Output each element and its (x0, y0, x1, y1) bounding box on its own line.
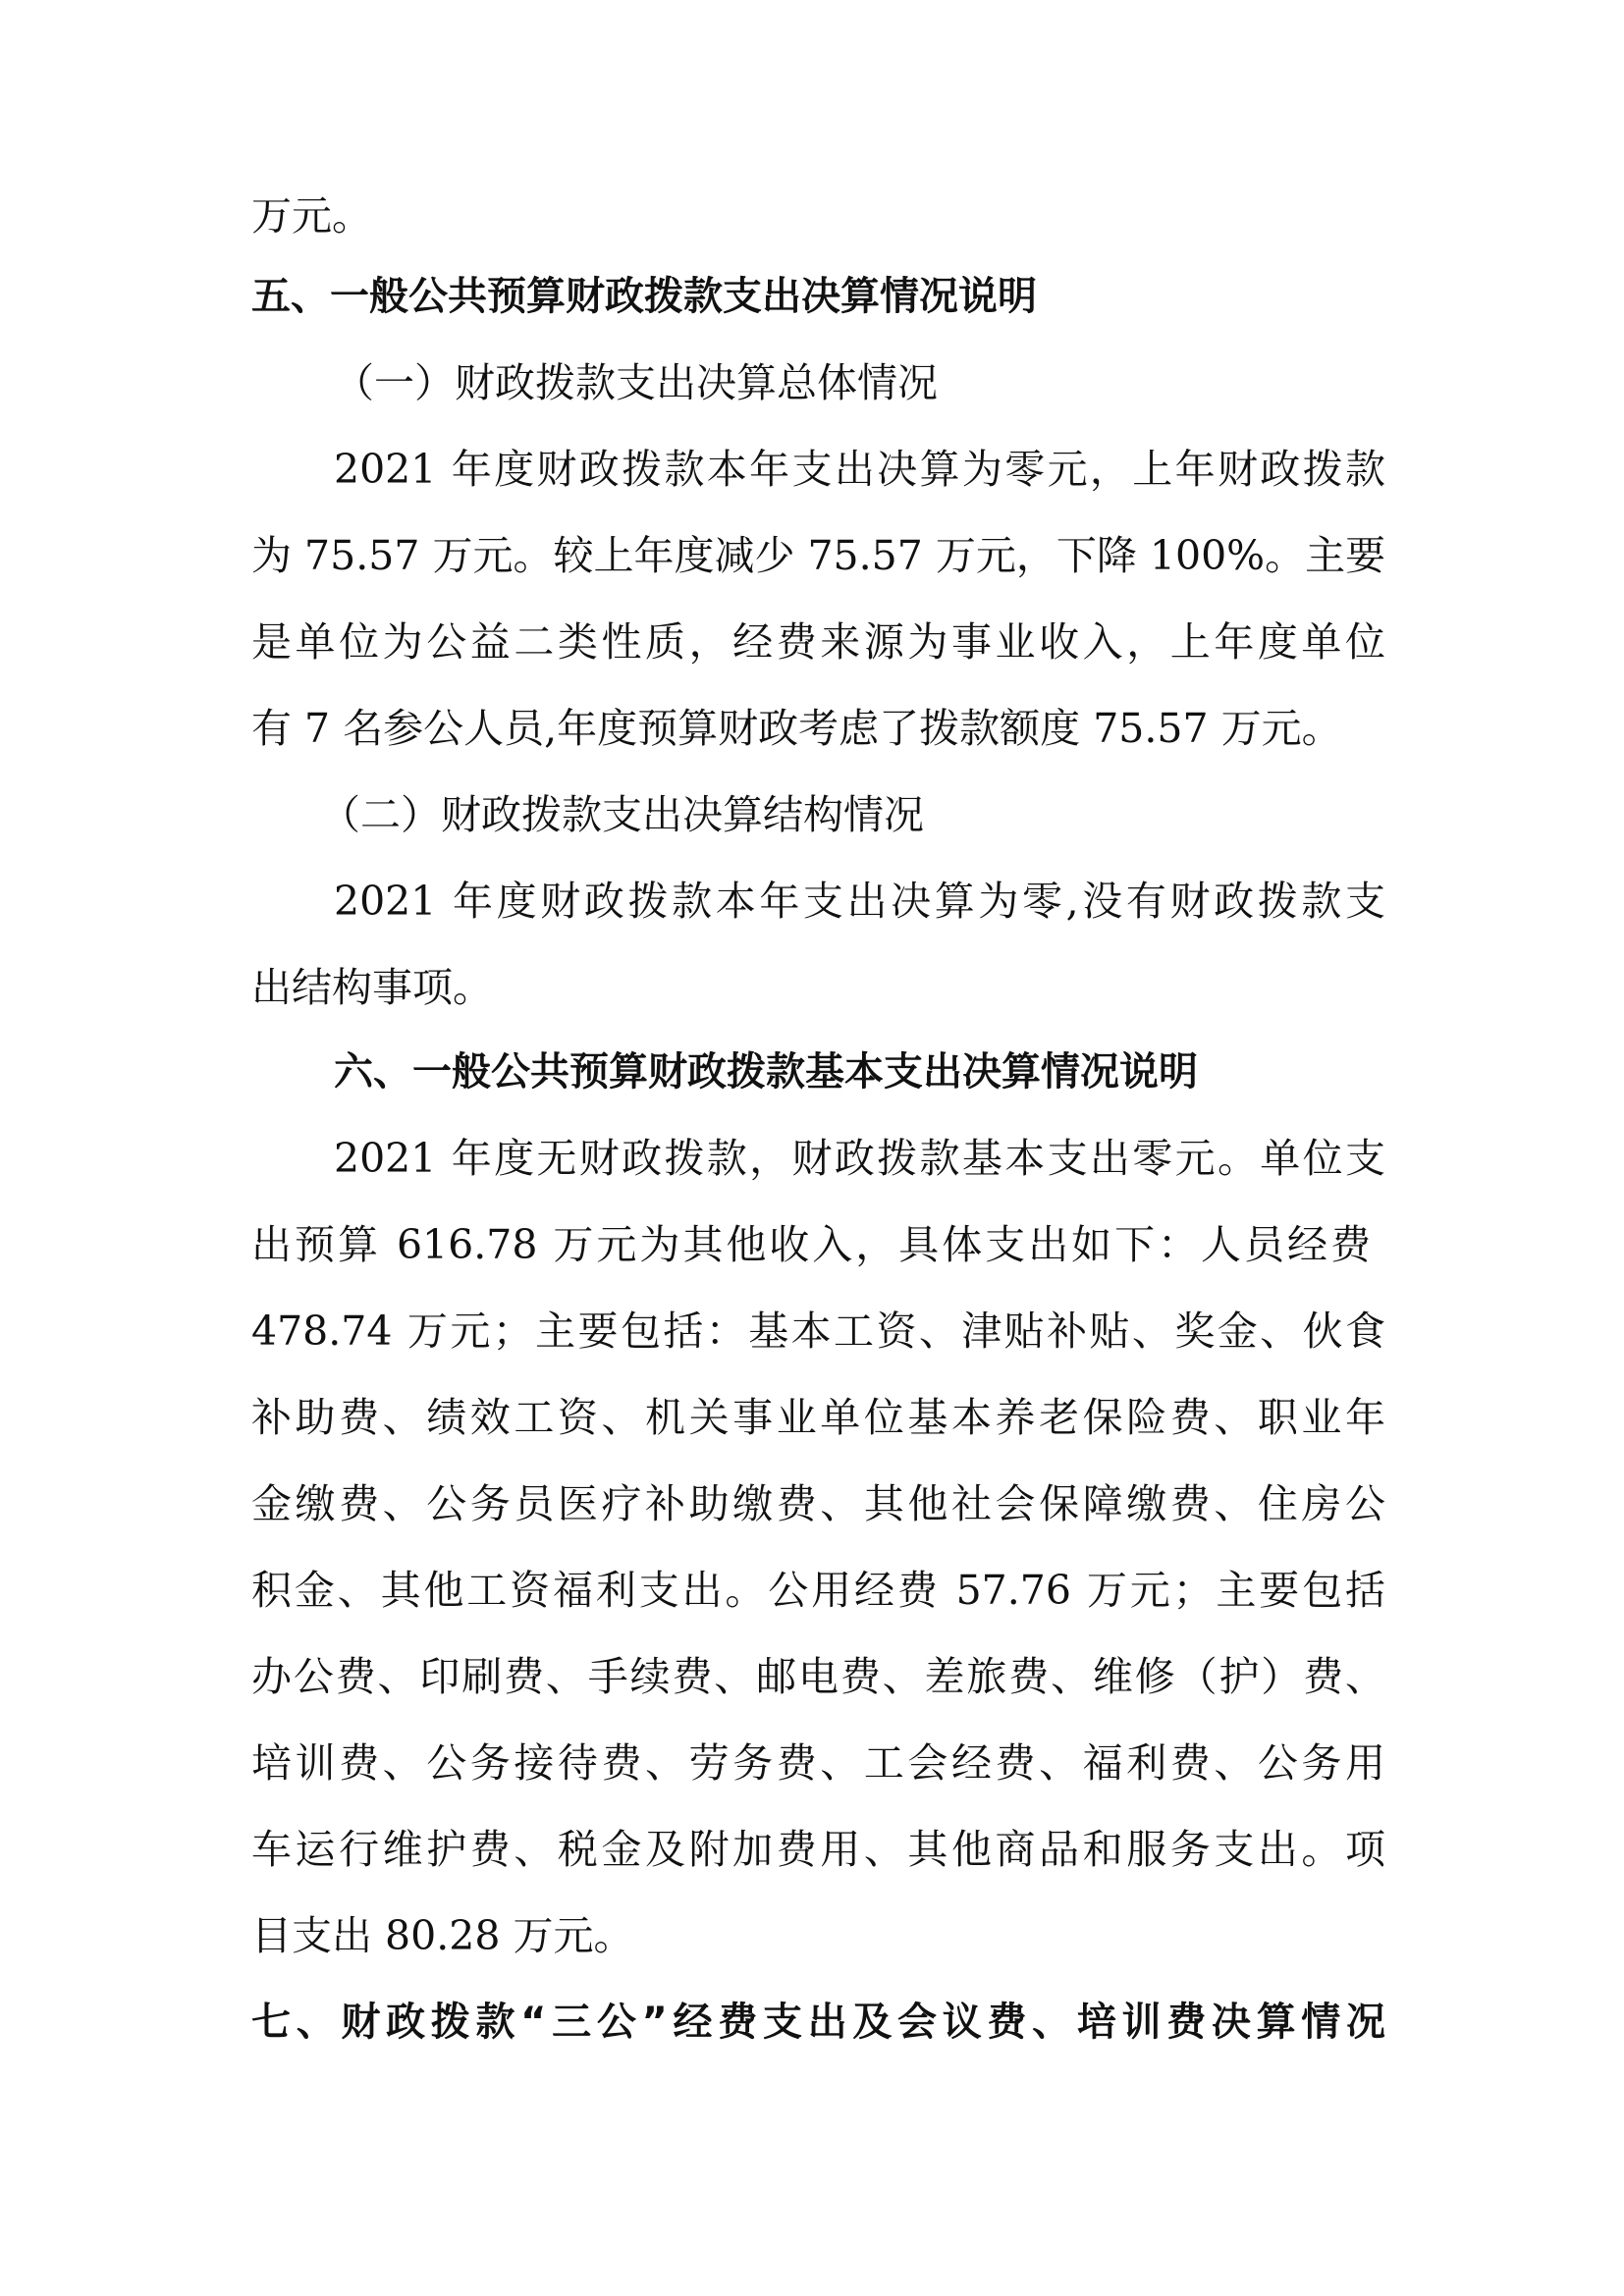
section-heading-5: 五、一般公共预算财政拨款支出决算情况说明 (251, 274, 1037, 319)
paragraph-line: 目支出 80.28 万元。 (251, 1912, 634, 1959)
paragraph-line: 478.74 万元；主要包括：基本工资、津贴补贴、奖金、伙食 (251, 1308, 1385, 1355)
paragraph-line: 2021 年度无财政拨款，财政拨款基本支出零元。单位支 (334, 1135, 1385, 1182)
paragraph-line: 车运行维护费、税金及附加费用、其他商品和服务支出。项 (251, 1826, 1385, 1873)
paragraph-line: 2021 年度财政拨款本年支出决算为零,没有财政拨款支 (334, 878, 1385, 925)
paragraph-line: 出预算 616.78 万元为其他收入，具体支出如下：人员经费 (251, 1221, 1371, 1268)
paragraph-line: 2021 年度财政拨款本年支出决算为零元，上年财政拨款 (334, 446, 1385, 493)
section-heading-7: 七、财政拨款“三公”经费支出及会议费、培训费决算情况 (251, 2000, 1385, 2045)
paragraph-line: 办公费、印刷费、手续费、邮电费、差旅费、维修（护）费、 (251, 1653, 1385, 1700)
paragraph-line: 出结构事项。 (251, 964, 493, 1011)
subheading-5-1: （一）财政拨款支出决算总体情况 (334, 359, 938, 406)
paragraph-line: 补助费、绩效工资、机关事业单位基本养老保险费、职业年 (251, 1394, 1385, 1441)
paragraph-line: 金缴费、公务员医疗补助缴费、其他社会保障缴费、住房公 (251, 1480, 1385, 1527)
paragraph-line: 是单位为公益二类性质，经费来源为事业收入，上年度单位 (251, 618, 1385, 666)
section-heading-6: 六、一般公共预算财政拨款基本支出决算情况说明 (334, 1049, 1198, 1095)
paragraph-tail: 万元。 (251, 192, 372, 240)
paragraph-line: 有 7 名参公人员,年度预算财政考虑了拨款额度 75.57 万元。 (251, 705, 1342, 752)
paragraph-line: 培训费、公务接待费、劳务费、工会经费、福利费、公务用 (251, 1739, 1385, 1787)
paragraph-line: 为 75.57 万元。较上年度减少 75.57 万元，下降 100%。主要 (251, 532, 1386, 579)
paragraph-line: 积金、其他工资福利支出。公用经费 57.76 万元；主要包括 (251, 1567, 1385, 1614)
subheading-5-2: （二）财政拨款支出决算结构情况 (320, 791, 924, 838)
